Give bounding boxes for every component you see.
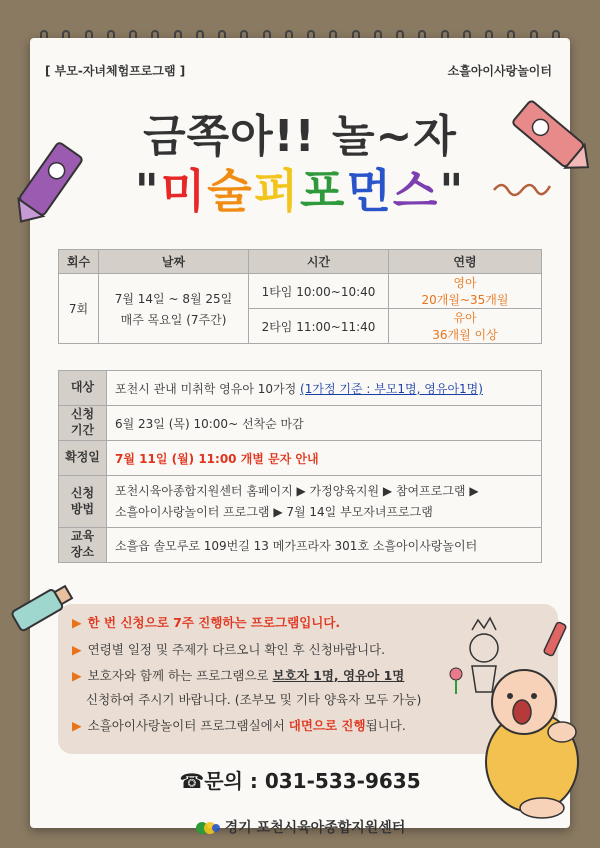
subtitle-char: 퍼 (253, 164, 300, 218)
method-line: 포천시육아종합지원센터 홈페이지 ▶ 가정양육지원 ▶ 참여프로그램 ▶ (115, 484, 479, 499)
time-slot-2: 2타임 11:00~11:40 (249, 309, 389, 344)
method-label-line: 신청 (70, 485, 95, 500)
place-label (59, 528, 107, 563)
time-slot-1: 1타임 10:00~10:40 (249, 274, 389, 309)
note-highlight: 대면으로 진행 (288, 718, 366, 733)
note-text: 연령별 일정 및 주제가 다르오니 확인 후 신청바랍니다. (87, 641, 386, 657)
org-logo-icon (195, 819, 221, 837)
program-tag: [ 부모-자녀체험프로그램 ] (45, 64, 186, 78)
info-row-place (59, 528, 542, 563)
info-row-confirm (59, 441, 542, 476)
age-group-1-name: 영아 (453, 276, 477, 290)
schedule-table (58, 249, 542, 344)
table-header-row (59, 250, 542, 274)
note-text: 신청하여 주시기 바랍니다. (조부모 및 기타 양육자 모두 가능) (86, 691, 422, 707)
method-label-line: 방법 (70, 501, 95, 516)
target-value (107, 371, 542, 406)
note-text: 됩니다. (365, 718, 406, 733)
apply-period-value: 6월 23일 (목) 10:00~ 선착순 마감 (107, 406, 542, 441)
glue-tube-icon (8, 578, 78, 638)
info-row-method (59, 476, 542, 528)
flower-icon (446, 666, 466, 696)
apply-period-label-line: 기간 (70, 423, 95, 437)
info-row-period (59, 406, 542, 441)
subtitle-quote-open: " (134, 164, 161, 218)
note-text: 소흘아이사랑놀이터 프로그램실에서 (87, 718, 289, 733)
subtitle-char: 술 (207, 164, 254, 218)
bullet-icon: ▶ (72, 615, 82, 630)
date-cell (99, 274, 249, 344)
date-range: 7월 14일 ~ 8월 25일 (114, 291, 233, 306)
note-text: 보호자와 함께 하는 프로그램으로 (87, 668, 273, 683)
session-count: 7회 (59, 274, 99, 344)
org-name: 경기 포천시육아종합지원센터 (224, 820, 406, 836)
subtitle-char: 포 (300, 164, 347, 218)
method-line: 소흘아이사랑놀이터 프로그램 ▶ 7월 14일 부모자녀프로그램 (115, 504, 433, 519)
target-highlight: (1가정 기준 : 부모1명, 영유아1명) (300, 381, 483, 396)
age-group-2-range: 36개월 이상 (432, 328, 498, 342)
table-row (59, 274, 542, 309)
age-group-1 (389, 274, 542, 309)
subtitle-char: 먼 (346, 164, 393, 218)
age-group-2 (389, 309, 542, 344)
header-age: 연령 (389, 250, 542, 274)
header-count: 회수 (59, 250, 99, 274)
place-label-line: 교육 (70, 529, 95, 544)
age-group-1-range: 20개월~35개월 (421, 293, 509, 307)
bullet-icon: ▶ (72, 718, 82, 733)
target-text: 포천시 관내 미취학 영유아 10가정 (115, 381, 301, 396)
date-weekday: 매주 목요일 (7주간) (120, 312, 227, 327)
place-value: 소흘읍 솔모루로 109번길 13 메가프라자 301호 소흘아이사랑놀이터 (107, 528, 542, 563)
confirm-value: 7월 11일 (월) 11:00 개별 문자 안내 (107, 441, 542, 476)
bullet-icon: ▶ (72, 641, 82, 657)
apply-period-label (59, 406, 107, 441)
target-label: 대상 (59, 371, 107, 406)
method-value (107, 476, 542, 528)
header-time: 시간 (249, 250, 389, 274)
age-group-2-name: 유아 (453, 311, 477, 325)
subtitle-quote-close: " (439, 164, 466, 218)
subtitle-char: 미 (160, 164, 208, 218)
confirm-label: 확정일 (59, 441, 107, 476)
apply-period-label-line: 신청 (70, 407, 95, 422)
method-label (59, 476, 107, 528)
bullet-icon: ▶ (72, 668, 82, 683)
page-subtitle (0, 155, 600, 221)
info-row-target (59, 371, 542, 406)
footer (0, 817, 600, 837)
note-highlight: 보호자 1명, 영유아 1명 (272, 668, 405, 683)
note-text: 한 번 신청으로 7주 진행하는 프로그램입니다. (87, 615, 341, 630)
contact-phone: ☎문의 : 031-533-9635 (179, 769, 421, 793)
page-title: 금쪽아!! 놀~자 (143, 111, 457, 162)
subtitle-char: 스 (392, 164, 440, 218)
info-table (58, 370, 542, 563)
header-date: 날짜 (99, 250, 249, 274)
center-name: 소흘아이사랑놀이터 (447, 64, 552, 78)
place-label-line: 장소 (70, 545, 95, 559)
